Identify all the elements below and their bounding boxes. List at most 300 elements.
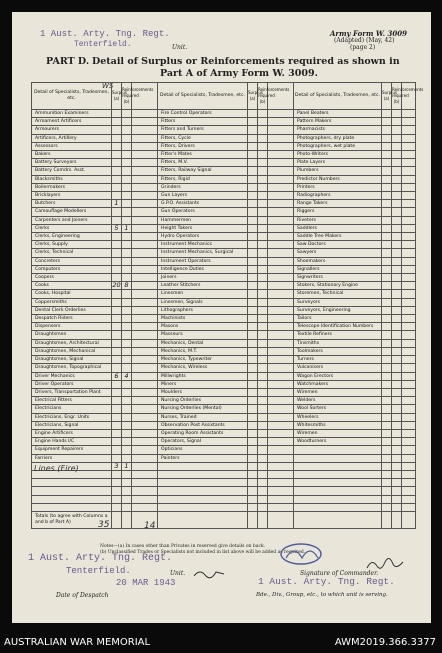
specialist-name [32,487,112,495]
specialist-name: Intelligence Duties [158,265,248,273]
surplus-value [382,323,392,331]
surplus-value [382,257,392,265]
blank-cell [268,364,294,372]
surplus-value [248,208,258,216]
specialist-name: Camouflage Modellers [32,208,112,216]
blank-cell [402,118,416,126]
surplus-value: 5 [112,224,122,232]
surplus-value [112,315,122,323]
blank-cell [402,380,416,388]
form-title: Detail of Surplus or Reinforcements required as shown in [92,56,400,67]
specialist-name: Cooks [32,282,112,290]
blank-cell [132,380,158,388]
blank-cell [402,241,416,249]
reinforcement-value [392,438,402,446]
surplus-value [382,290,392,298]
blank-cell [402,298,416,306]
blank-cell [268,388,294,396]
surplus-value [112,151,122,159]
surplus-value [382,134,392,142]
surplus-value [382,446,392,454]
reinforcement-value [122,364,132,372]
archive-name: AUSTRALIAN WAR MEMORIAL [4,637,151,648]
reinforcement-value [392,331,402,339]
reinforcement-value [258,429,268,437]
table-row [32,134,416,142]
reinforcement-value [122,126,132,134]
reinforcement-value [258,249,268,257]
specialist-name: Observation Post Assistants [158,421,248,429]
reinforcement-value [258,479,268,487]
table-row [32,200,416,208]
specialist-name: Drivers, Transportation Plant [32,388,112,396]
specialist-name: Masons [158,323,248,331]
reinforcement-value [122,110,132,118]
table-row [32,142,416,150]
specialist-name: Armament Artificers [32,118,112,126]
blank-cell [268,372,294,380]
reinforcement-value [122,298,132,306]
reinforcement-value [258,134,268,142]
reinforcement-value [258,126,268,134]
surplus-value [248,241,258,249]
reinforcement-value [392,216,402,224]
surplus-value: 6 [112,372,122,380]
surplus-value [112,110,122,118]
surplus-value [112,479,122,487]
form-page-number: (page 2) [350,44,376,51]
surplus-value [248,142,258,150]
specialist-name: Stokers, Stationary Engine [294,282,382,290]
surplus-value [248,249,258,257]
blank-cell [268,429,294,437]
table-row [32,331,416,339]
reinforcement-value [258,298,268,306]
surplus-value [248,421,258,429]
col-header-surplus-3: Surplus (a) [382,83,392,110]
table-header-row [32,83,416,110]
reinforcement-value [122,356,132,364]
reinforcement-value [392,118,402,126]
col-header-specialists-1: Detail of Specialists, Tradesmen, etc. [32,83,112,110]
blank-cell [402,405,416,413]
surplus-value [112,339,122,347]
specialist-name: Miners [158,380,248,388]
surplus-value [382,421,392,429]
reinforcement-value [392,282,402,290]
surplus-value [248,257,258,265]
reinforcement-value [122,421,132,429]
specialist-name: Printers [294,183,382,191]
surplus-value [248,298,258,306]
blank-cell [402,356,416,364]
col-header-specialists-3: Detail of Specialists, Tradesmen, etc. [294,83,382,110]
blank-cell [402,167,416,175]
surplus-value [248,118,258,126]
reinforcement-value [258,183,268,191]
reinforcement-value [392,175,402,183]
specialist-name: Clerks, Technical [32,249,112,257]
specialist-name: Surveyors [294,298,382,306]
specialist-name: Fitters, Drivers [158,142,248,150]
reinforcement-value [122,233,132,241]
surplus-value [382,183,392,191]
blank-cell [132,323,158,331]
surplus-value [112,167,122,175]
blank-cell [402,224,416,232]
reinforcement-value [122,249,132,257]
surplus-value [382,364,392,372]
surplus-value [248,306,258,314]
reinforcement-value [258,347,268,355]
surplus-value [382,397,392,405]
specialist-name: Engine Artificers [32,429,112,437]
surplus-value [382,429,392,437]
surplus-value [112,356,122,364]
specialist-name: Mechanics, Typewriter [158,356,248,364]
reinforcement-value [258,315,268,323]
reinforcement-value [392,470,402,478]
surplus-value [248,429,258,437]
surplus-value [112,323,122,331]
totals-row [32,511,416,528]
reinforcement-value [392,388,402,396]
blank-cell [268,356,294,364]
specialist-name: Lithographers [158,306,248,314]
reinforcement-value [392,454,402,462]
specialist-name: Computers [32,265,112,273]
reinforcement-value [122,159,132,167]
specialist-name: Saddle Tree Makers [294,233,382,241]
specialist-name: Clerks, Supply [32,241,112,249]
specialist-name [158,470,248,478]
specialist-name: Despatch Riders [32,315,112,323]
specialists-table [31,82,424,529]
specialist-name: Draughtsmen, Topographical [32,364,112,372]
unit-label-bottom: Unit. [170,570,186,577]
specialist-name: Hydro Operators [158,233,248,241]
unit-stamp-top: 1 Aust. Arty. Tng. Regt. [40,29,170,39]
surplus-value [112,495,122,503]
specialist-name: Telescope Identification Numbers [294,323,382,331]
reinforcement-value [392,249,402,257]
surplus-value [382,380,392,388]
surplus-value: 20 [112,281,121,290]
specialist-name: Instrument Mechanics, Surgical [158,249,248,257]
reinforcement-value [392,274,402,282]
blank-cell [268,347,294,355]
specialist-name: Nursing Orderlies [158,397,248,405]
table-row [32,110,416,118]
blank-cell [132,241,158,249]
surplus-value [382,339,392,347]
surplus-value [248,470,258,478]
specialist-name [158,503,248,511]
blank-cell [132,110,158,118]
surplus-value [112,249,122,257]
specialist-name: Cooks, Hospital [32,290,112,298]
table-row [32,290,416,298]
blank-cell [132,298,158,306]
blank-cell [268,331,294,339]
specialist-name: Millwrights [158,372,248,380]
specialist-name: Equipment Repairers [32,446,112,454]
blank-cell [268,339,294,347]
reinforcement-value [258,265,268,273]
surplus-value [382,192,392,200]
blank-cell [132,364,158,372]
surplus-value [382,110,392,118]
surplus-value [248,192,258,200]
specialist-name: Opticians [158,446,248,454]
reinforcement-value [258,290,268,298]
blank-cell [402,290,416,298]
surplus-value [112,421,122,429]
specialist-name: Draughtsmen, Signal [32,356,112,364]
reinforcement-value [122,323,132,331]
table-row [32,503,416,511]
surplus-value [248,126,258,134]
surplus-value [382,175,392,183]
table-row [32,175,416,183]
blank-cell [402,470,416,478]
blank-cell [132,134,158,142]
surplus-value [382,159,392,167]
specialist-name: Height Takers [158,224,248,232]
specialist-name: Driver Operators [32,380,112,388]
part-label: PART D. [46,56,90,67]
blank-cell [402,446,416,454]
blank-cell [402,233,416,241]
specialist-name: Bakers [32,151,112,159]
reinforcement-value [122,192,132,200]
blank-cell [402,257,416,265]
blank-cell [268,241,294,249]
specialist-name: Woodturners [294,438,382,446]
specialist-name: Wiremen [294,388,382,396]
specialist-name: Dental Clerk Orderlies [32,306,112,314]
reinforcement-value [122,397,132,405]
blank-cell [132,208,158,216]
specialist-name: Pattern Makers [294,118,382,126]
surplus-value [112,134,122,142]
specialist-name: Toolmakers [294,347,382,355]
reinforcement-value [258,167,268,175]
specialist-name: Textile Refiners [294,331,382,339]
specialist-name: Fitters and Turners [158,126,248,134]
specialist-name: Storemen, Technical [294,290,382,298]
table-row [32,274,416,282]
blank-cell [268,134,294,142]
reinforcement-value [258,438,268,446]
surplus-value [112,364,122,372]
surplus-value [112,470,122,478]
form-number: Army Form W. 3009 [330,29,407,38]
reinforcements-total: 14 [144,521,156,531]
blank-cell [402,265,416,273]
reinforcement-value [122,413,132,421]
specialist-name [294,454,382,462]
blank-cell [132,413,158,421]
blank-cell [132,397,158,405]
surplus-value [112,265,122,273]
surplus-value [382,503,392,511]
blank-cell [268,257,294,265]
table-row [32,438,416,446]
reinforcement-value [122,257,132,265]
blank-cell [132,257,158,265]
blank-cell [132,151,158,159]
surplus-value [248,347,258,355]
specialist-name: Driver Mechanics [32,372,112,380]
reinforcement-value [122,306,132,314]
reinforcement-value [122,405,132,413]
reinforcement-value [258,323,268,331]
blank-cell [402,208,416,216]
specialist-name: Saw Doctors [294,241,382,249]
blank-cell [268,249,294,257]
surplus-value [112,397,122,405]
blank-cell [402,323,416,331]
surplus-value [112,126,122,134]
table-row [32,282,416,290]
specialist-name: Wagon Erectors [294,372,382,380]
specialist-name [158,479,248,487]
reinforcement-value [122,208,132,216]
blank-cell [268,290,294,298]
specialist-name: Fitters [158,118,248,126]
blank-cell [402,495,416,503]
specialist-name: Surveyors, Engineering [294,306,382,314]
specialist-name: Wool Sorters [294,405,382,413]
surplus-value [248,405,258,413]
blank-cell [132,274,158,282]
reinforcement-value [258,388,268,396]
surplus-value [382,142,392,150]
surplus-value [382,233,392,241]
table-row [32,405,416,413]
surplus-value [248,151,258,159]
specialist-name: Tinsmiths [294,339,382,347]
blank-cell [132,503,158,511]
reinforcement-value [258,331,268,339]
blank-cell [402,183,416,191]
specialist-name: Blacksmiths [32,175,112,183]
reinforcement-value [258,339,268,347]
table-row [32,241,416,249]
specialist-name: Whitesmiths [294,421,382,429]
surplus-value [248,413,258,421]
despatch-date-stamp: 20 MAR 1943 [116,578,176,588]
specialist-name [32,503,112,511]
surplus-value [382,413,392,421]
specialist-name: Panel Beaters [294,110,382,118]
surplus-value [382,274,392,282]
reinforcement-value [258,495,268,503]
blank-cell [402,421,416,429]
surplus-value [382,405,392,413]
surplus-value: 3 [112,462,122,470]
reinforcement-value [392,503,402,511]
specialist-name: Radiographers [294,192,382,200]
blank-cell [268,315,294,323]
surplus-value [248,134,258,142]
surplus-value [248,224,258,232]
reinforcement-value [392,356,402,364]
specialist-name [158,487,248,495]
surplus-value [248,446,258,454]
reinforcement-value [258,257,268,265]
reinforcement-value [392,224,402,232]
blank-cell [132,118,158,126]
surplus-value [248,397,258,405]
specialist-name: Moulders [158,388,248,396]
specialist-name [294,446,382,454]
blank-cell [268,183,294,191]
surplus-value [248,200,258,208]
reinforcement-value [392,298,402,306]
reinforcement-value [392,479,402,487]
reinforcement-value [258,470,268,478]
blank-cell [132,438,158,446]
specialist-name [294,503,382,511]
reinforcement-value [392,233,402,241]
surplus-value [248,315,258,323]
blank-cell [132,233,158,241]
blank-cell [402,331,416,339]
col-header-surplus-2: Surplus (a) [248,83,258,110]
specialist-name: Fitters, Rigid [158,175,248,183]
reinforcement-value [122,438,132,446]
surplus-value [112,290,122,298]
blank-cell [268,192,294,200]
form-title-line2: Part A of Army Form W. 3009. [160,68,318,79]
reinforcement-value [392,290,402,298]
reinforcement-value [392,421,402,429]
table-row [32,224,416,232]
specialist-name [294,495,382,503]
table-row [32,208,416,216]
reinforcement-value [258,487,268,495]
blank-cell [268,159,294,167]
blank-cell [268,413,294,421]
table-row [32,429,416,437]
table-row [32,470,416,478]
surplus-value [382,118,392,126]
reinforcement-value [122,446,132,454]
specialist-name: Painters [158,454,248,462]
surplus-value [248,462,258,470]
commander-unit-stamp: 1 Aust. Arty. Tng. Regt. [258,576,395,587]
surplus-value [382,282,392,290]
reinforcement-value [392,347,402,355]
blank-cell [132,192,158,200]
table-row [32,364,416,372]
surplus-value [382,306,392,314]
handwritten-row-entry: Lines (Fire) [34,464,79,473]
reinforcement-value [392,315,402,323]
reinforcement-value [392,413,402,421]
blank-cell [402,306,416,314]
note-line-2: (b) Unclassified Trades or Specialists not included in list above will be added as required. [100,550,306,555]
surplus-value [112,175,122,183]
specialist-name: Nursing Orderlies (Mental) [158,405,248,413]
surplus-value [248,159,258,167]
specialist-name: Wiremen [294,429,382,437]
surplus-total: 35 [98,520,110,530]
reinforcement-value [122,241,132,249]
reinforcement-value [392,462,402,470]
